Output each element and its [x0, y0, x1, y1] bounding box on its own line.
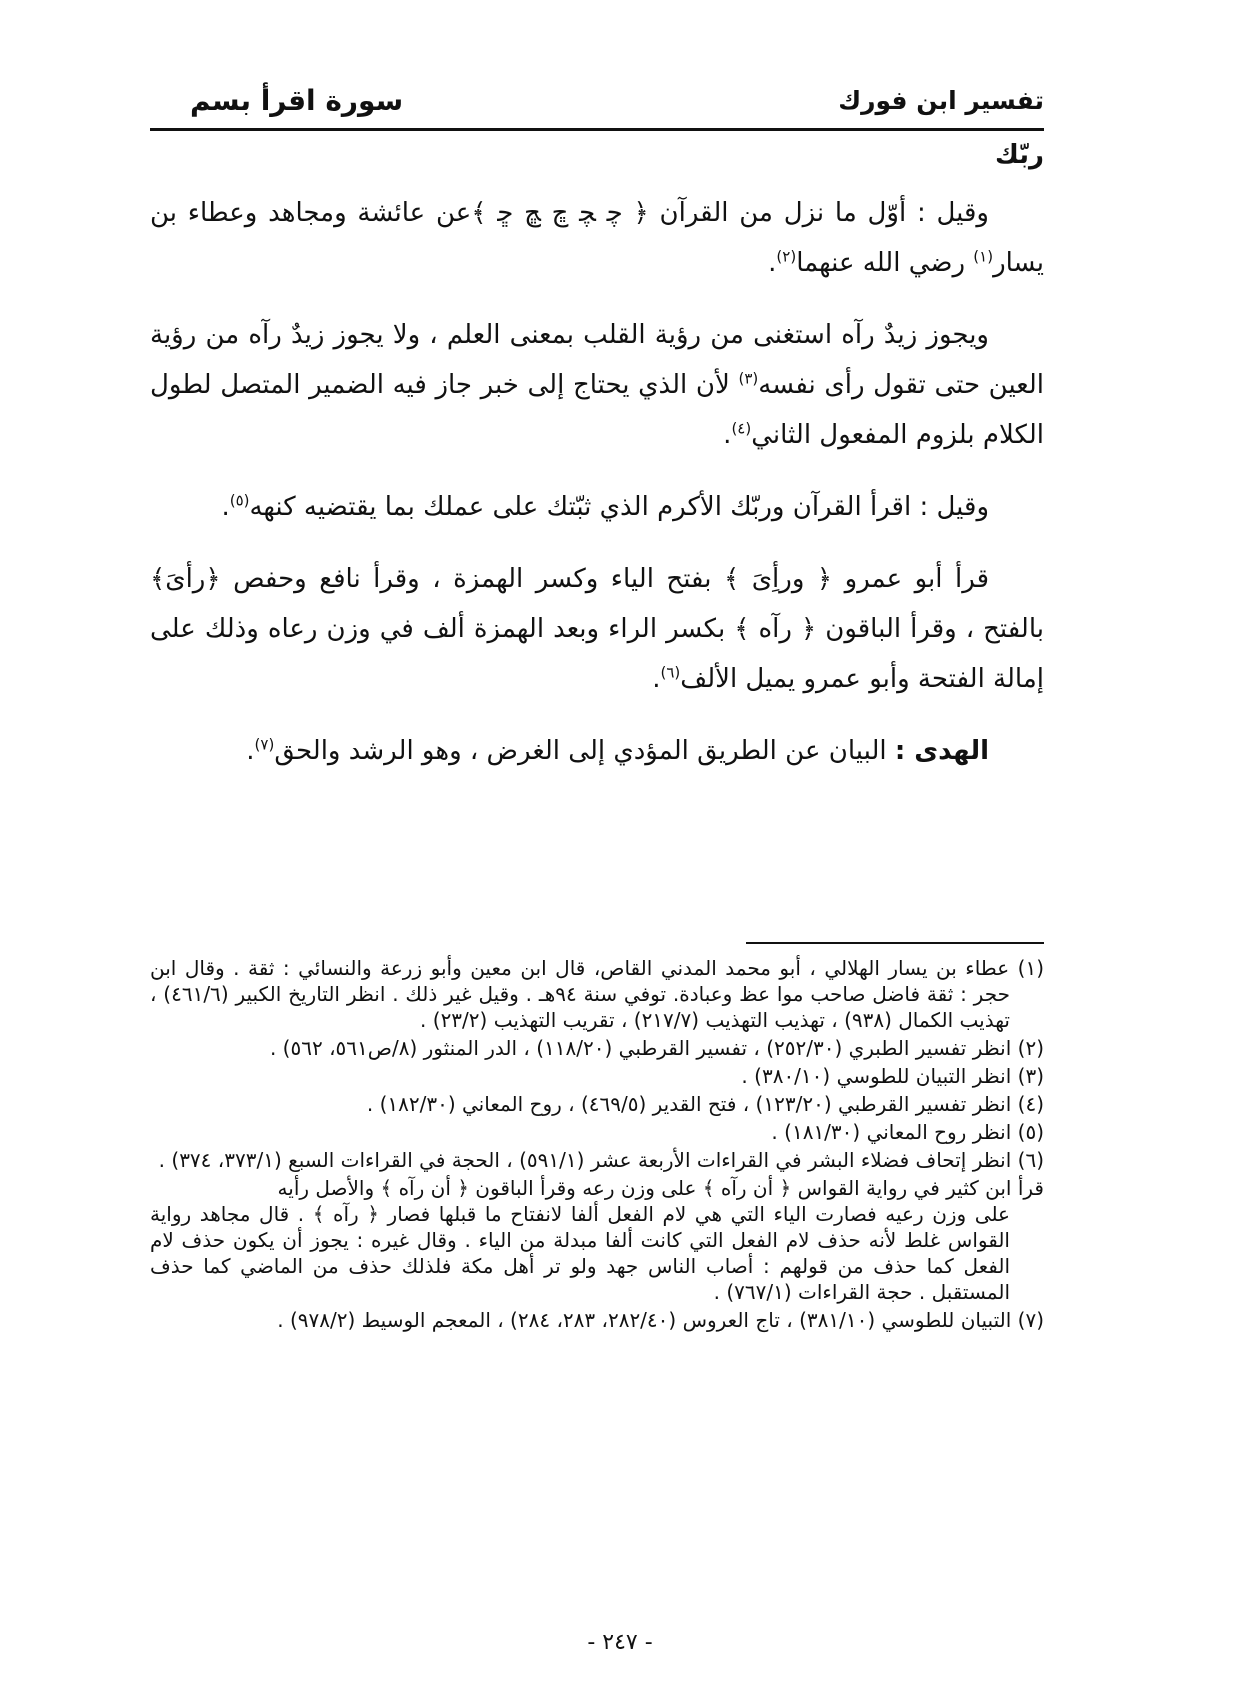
header-divider [150, 128, 1044, 131]
footnote-6-note [150, 1175, 1044, 1305]
footnote-ref-3: (٣) [738, 369, 759, 388]
footnote-2: (٢) انظر تفسير الطبري (٢٥٢/٣٠) ، تفسير القرطبي (١١٨/٢٠) ، الدر المنثور (٨/ص٥٦١، ٥٦٢) . [269, 1036, 1044, 1060]
paragraph-1-text: وقيل : أوّل ما نزل من القرآن ﴿ ﭼ ﭽ ﭾ ﭿ ﮀ ﴾عن عائشة ومجاهد وعطاء بن يسار [150, 198, 1044, 278]
paragraph-3-end: . [221, 492, 230, 522]
page-number: - ٢٤٧ - [587, 1630, 653, 1655]
paragraph-1-end: . [768, 248, 777, 278]
paragraph-4-end: . [652, 664, 661, 694]
footnote-ref-6: (٦) [660, 663, 681, 682]
paragraph-4-text: قرأ أبو عمرو ﴿ ورأِىَ ﴾ بفتح الياء وكسر الهمزة ، وقرأ نافع وحفص ﴿رأىَ﴾ بالفتح ، وقرأ الباقون ﴿ رآه ﴾ بكسر الراء وبعد الهمزة ألف في وزن رعاه وذلك على إمالة الفتحة وأبو عمرو يميل الألف [150, 564, 1044, 694]
footnotes [150, 955, 1044, 1335]
paragraph-5 [150, 726, 1044, 776]
footnote-ref-2: (٢) [776, 247, 797, 266]
running-header [150, 78, 1044, 118]
footnote-ref-7: (٧) [254, 735, 275, 754]
footnote-4: (٤) انظر تفسير القرطبي (١٢٣/٢٠) ، فتح القدير (٤٦٩/٥) ، روح المعاني (١٨٢/٣٠) . [366, 1092, 1044, 1116]
paragraph-2 [150, 310, 1044, 460]
paragraph-1 [150, 188, 1044, 288]
footnote-ref-4: (٤) [731, 419, 752, 438]
footnote-6-note-rest: على وزن رعيه فصارت الياء التي هي لام الفعل ألفا لانفتاح ما قبلها فصار ﴿ رآه ﴾ . قال مجاهد رواية القواس غلط لأنه حذف لام الفعل التي كانت ألفا مبدلة من الياء . وقال غيره : يجوز أن يكون حذف لام الفعل كما حذف من قولهم : أصاب الناس جهد ولو تر أهل مكة فلذلك حذف من الماضي كما حذف المستقبل . حجة القراءات (٧٦٧/١) . [150, 1202, 1010, 1304]
paragraph-5-text: البيان عن الطريق المؤدي إلى الغرض ، وهو الرشد والحق [274, 736, 895, 766]
footnote-6: (٦) انظر إتحاف فضلاء البشر في القراءات الأربعة عشر (٥٩١/١) ، الحجة في القراءات السبع (٣٧٣/١، ٣٧٤) . [158, 1148, 1044, 1172]
continuation-word: ربّك [995, 140, 1044, 170]
paragraph-3-text: وقيل : اقرأ القرآن وربّك الأكرم الذي ثبّتك على عملك بما يقتضيه كنهه [249, 492, 989, 522]
paragraph-1-text-b: رضي الله عنهما [796, 248, 974, 278]
surah-title: سورة اقرأ بسم [190, 84, 404, 117]
paragraph-5-end: . [246, 736, 255, 766]
term-hada: الهدى : [894, 736, 989, 766]
book-title: تفسير ابن فورك [838, 86, 1044, 115]
footnote-7: (٧) التبيان للطوسي (٣٨١/١٠) ، تاج العروس (٢٨٢/٤٠، ٢٨٣، ٢٨٤) ، المعجم الوسيط (٩٧٨/٢) . [277, 1308, 1044, 1332]
footnote-ref-1: (١) [973, 247, 994, 266]
paragraph-2-end: . [723, 420, 732, 450]
footnote-divider [746, 942, 1044, 944]
paragraph-3 [150, 482, 1044, 532]
footnote-1: (١) عطاء بن يسار الهلالي ، أبو محمد المدني القاص، قال ابن معين وأبو زرعة والنسائي : ثقة . وقال ابن حجر : ثقة فاضل صاحب موا عظ وعبادة. توفي سنة ٩٤هـ . وقيل غير ذلك . انظر التاريخ الكبير (٤٦١/٦) ، تهذيب الكمال (٩٣٨) ، تهذيب التهذيب (٢١٧/٧) ، تقريب التهذيب (٢٣/٢) . [150, 956, 1044, 1032]
footnote-6-note-first: قرأ ابن كثير في رواية القواس ﴿ أن رآه ﴾ على وزن رعه وقرأ الباقون ﴿ أن رآه ﴾ والأصل رأيه [277, 1176, 1044, 1200]
paragraph-2-text: ويجوز زيدٌ رآه استغنى من رؤية القلب بمعنى العلم ، ولا يجوز زيدٌ رآه من رؤية العين حتى تقول رأى نفسه [150, 320, 1044, 400]
footnote-ref-5: (٥) [229, 491, 250, 510]
footnote-3: (٣) انظر التبيان للطوسي (٣٨٠/١٠) . [741, 1064, 1044, 1088]
main-text [150, 188, 1044, 798]
paragraph-2-text-b: لأن الذي يحتاج إلى خبر جاز فيه الضمير المتصل لطول الكلام بلزوم المفعول الثاني [150, 370, 1044, 450]
footnote-5: (٥) انظر روح المعاني (١٨١/٣٠) . [771, 1120, 1044, 1144]
paragraph-4 [150, 554, 1044, 704]
